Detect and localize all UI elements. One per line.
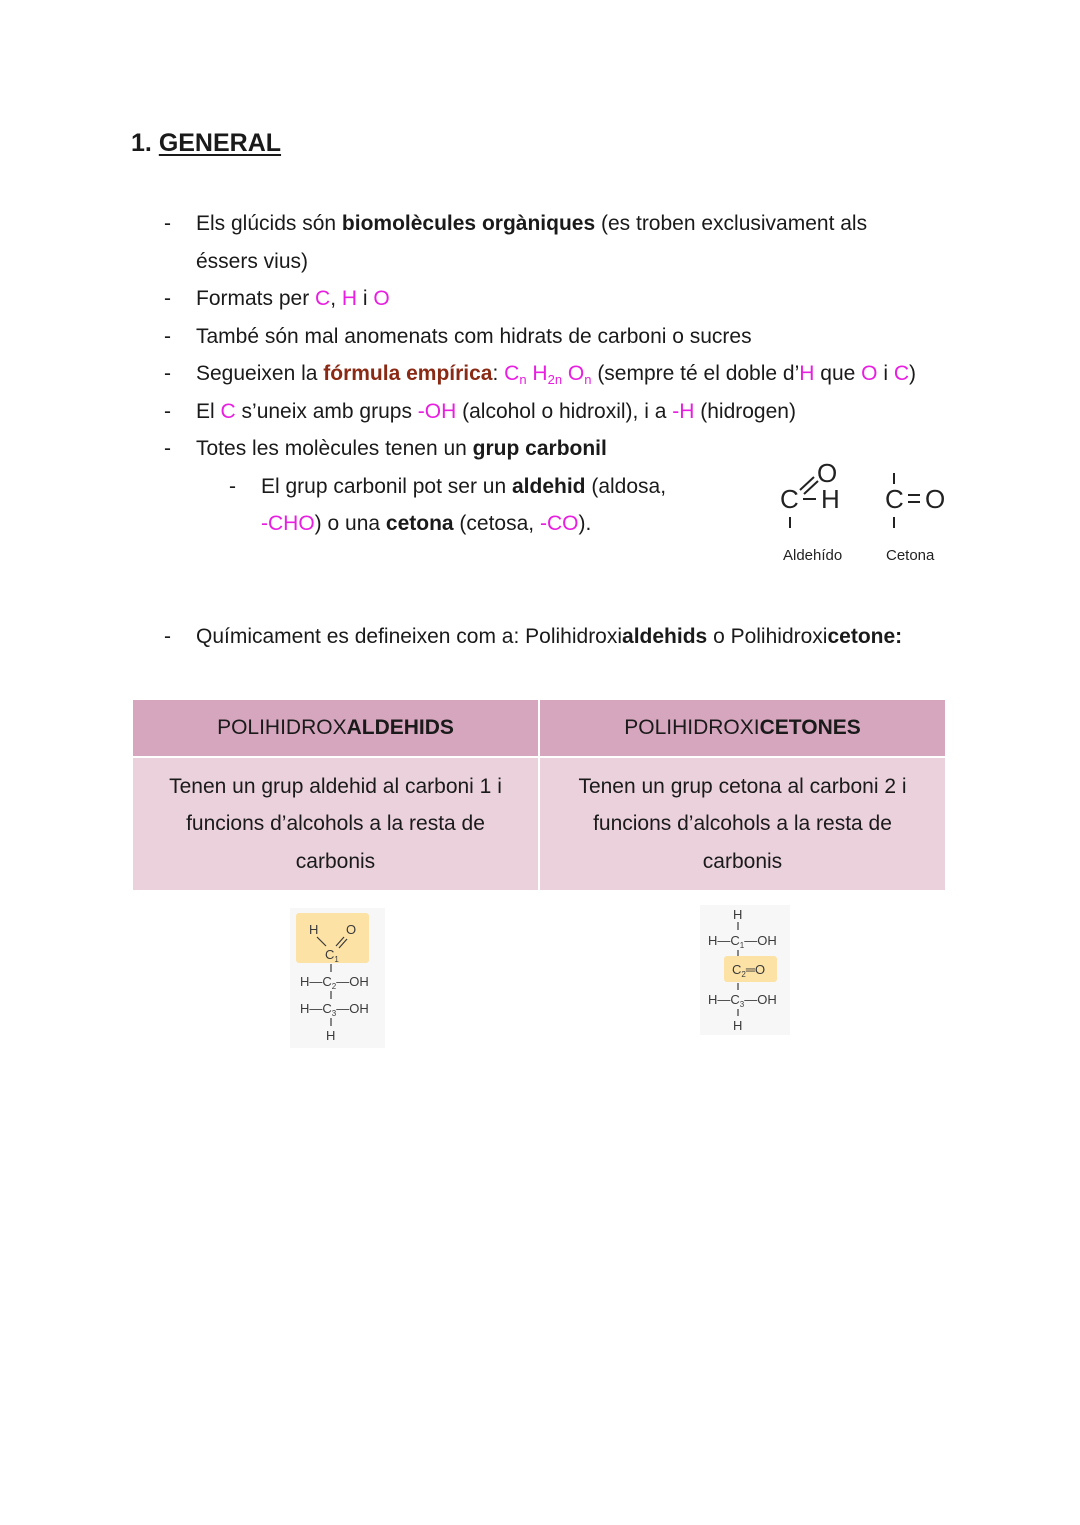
svg-text:C2═O: $C_2═O$	[732, 962, 766, 979]
sub-bullet-continuation: -CHO) o una cetona (cetosa, -CO).	[261, 512, 592, 535]
svg-text:O: O	[346, 922, 357, 937]
bullet-dash: -	[164, 212, 171, 235]
aldehyde-hydrogen: H	[821, 484, 840, 514]
heading-number: 1.	[131, 129, 152, 157]
svg-text:H: H	[309, 922, 319, 937]
header-polihidroxaldehids: POLIHIDROXALDEHIDS	[132, 699, 539, 757]
svg-text:H: H	[326, 1028, 336, 1043]
ketone-carbon: C	[885, 484, 904, 514]
bullet-names: També són mal anomenats com hidrats de carboni o sucres	[196, 325, 752, 348]
svg-text:H—C2—OH: $H—C_2—OH$	[300, 974, 369, 991]
bullet-empirical-formula: Segueixen la fórmula empírica: $C_n$ $H_{2n}$ $O_n$ (sempre té el doble d’H que O i C)	[196, 362, 917, 387]
bullet-dash: -	[164, 437, 171, 460]
svg-text:H: H	[733, 1018, 743, 1033]
ketone-group	[885, 473, 945, 564]
bullet-glucids-biomolecules: Els glúcids són biomolècules orgàniques (es troben exclusivament als	[196, 212, 868, 235]
bullet-dash: -	[164, 287, 171, 310]
section-heading	[131, 129, 281, 158]
bullet-carbonyl-group: Totes les molècules tenen un grup carbonil	[196, 437, 607, 460]
svg-text:H—C3—OH: $H—C_3—OH$	[708, 992, 777, 1009]
ketone-oxygen: O	[925, 484, 946, 514]
bullet-carbon-bonds: El C s’uneix amb grups -OH (alcohol o hidroxil), i a -H (hidrogen)	[196, 400, 796, 423]
sub-bullet-aldehyde-ketone: El grup carbonil pot ser un aldehid (aldosa,	[261, 475, 667, 498]
polyhydroxy-table	[131, 698, 947, 892]
svg-text:C1: $C_1$	[325, 947, 339, 964]
table-row	[132, 757, 946, 891]
aldose-structure	[290, 908, 385, 1048]
svg-text:H—C3—OH: $H—C_3—OH$	[300, 1001, 369, 1018]
carbonyl-groups-figure	[770, 455, 960, 570]
cell-aldehyde-description: Tenen un grup aldehid al carboni 1 i funcions d’alcohols a la resta de carbonis	[132, 757, 539, 891]
bullet-chemical-definition: Químicament es defineixen com a: Polihidroxialdehids o Polihidroxicetone:	[196, 625, 903, 648]
ketose-structure	[700, 905, 790, 1035]
aldehyde-carbon: C	[780, 484, 799, 514]
bullet-dash: -	[164, 400, 171, 423]
ketone-label: Cetona	[886, 547, 935, 564]
cell-ketone-description: Tenen un grup cetona al carboni 2 i funcions d’alcohols a la resta de carbonis	[539, 757, 946, 891]
heading-title: GENERAL	[158, 129, 282, 157]
aldehyde-oxygen: O	[817, 458, 838, 488]
aldehyde-group	[780, 458, 842, 564]
svg-text:H—C1—OH: $H—C_1—OH$	[708, 933, 777, 950]
sub-bullet-dash: -	[229, 475, 236, 498]
table-header-row	[132, 699, 946, 757]
bullet-dash: -	[164, 362, 171, 385]
bullet-glucids-continuation: éssers vius)	[196, 250, 309, 273]
bullet-composition: Formats per C, H i O	[196, 287, 390, 310]
header-polihidroxicetones: POLIHIDROXICETONES	[539, 699, 946, 757]
bullet-dash: -	[164, 625, 171, 648]
svg-text:H: H	[733, 907, 743, 922]
bullet-dash: -	[164, 325, 171, 348]
aldehyde-label: Aldehído	[783, 547, 843, 564]
